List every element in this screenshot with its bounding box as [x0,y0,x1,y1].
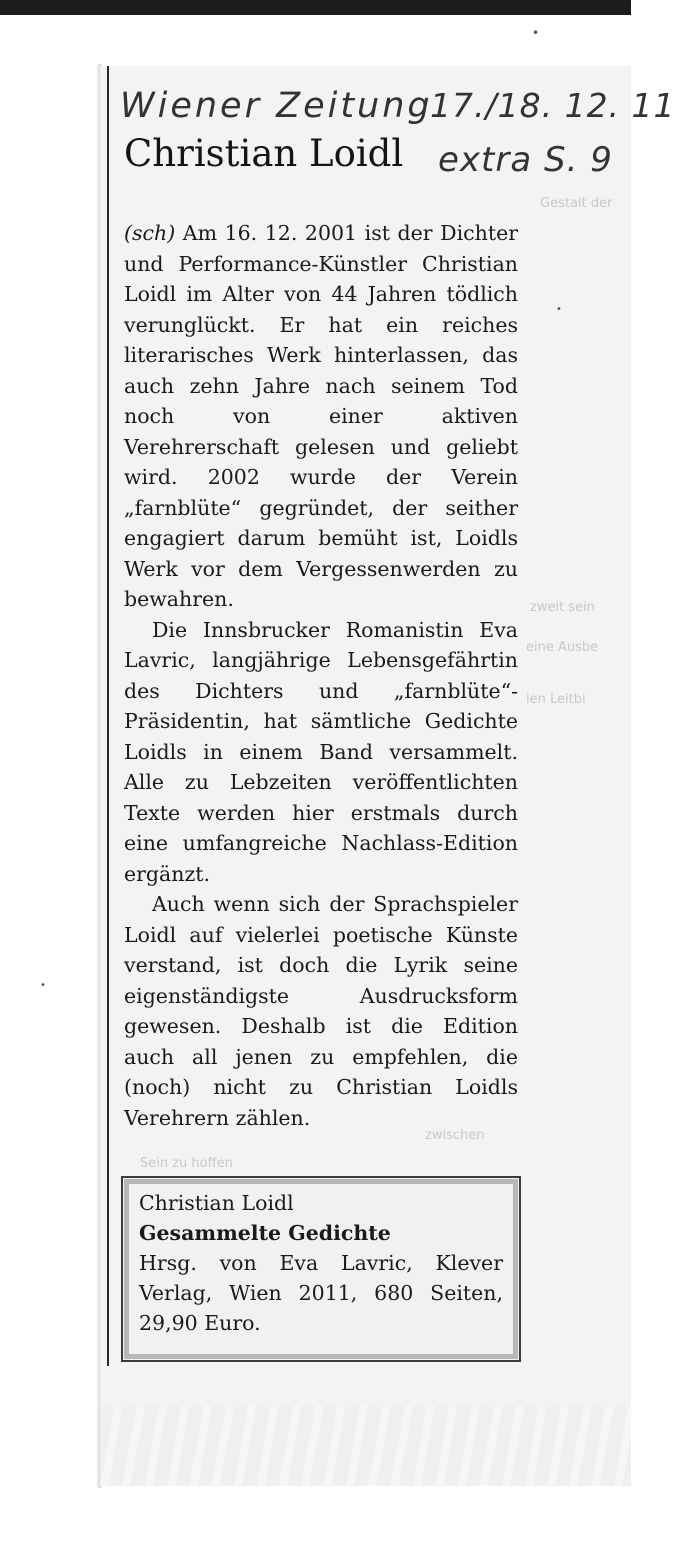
bleed-through-text: eine Ausbe [526,640,599,655]
article-paragraph [124,218,518,615]
handwritten-date: 17./18. 12. 11 [430,86,676,125]
handwritten-source: Wiener Zeitung [120,86,433,126]
article-title: Christian Loidl [124,132,404,175]
scan-speck: • [532,26,540,40]
bleed-through-text: ien Leitbi [526,692,586,707]
paragraph-text: Am 16. 12. 2001 ist der Dichter und Performance-Künstler Christian Loidl im Alter von 44 Jahren tödlich verunglückt. Er hat ein reiches literarisches Werk hinterlassen, das auch zehn Jahre nach seinem Tod noch von einer aktiven Verehrerschaft gelesen und geliebt wird. 2002 wurde der Verein „farnblüte“ gegründet, der seither engagiert darum bemüht ist, Loidls Werk vor dem Vergessenwerden zu bewahren. [124,221,518,611]
book-publisher-info: Hrsg. von Eva Lavric, Klever Verlag, Wien 2011, 680 Seiten, 29,90 Euro. [139,1251,503,1335]
article-paragraph [124,615,518,890]
scan-speck: • [556,304,562,315]
bleed-through-text: zweit sein [530,600,595,615]
article-paragraph [124,889,518,1133]
bleed-through-text: Gestalt der [540,196,613,211]
author-tag: (sch) [124,221,176,245]
bleed-through-text: zwischen [425,1128,485,1143]
scanner-top-edge [0,0,631,15]
column-rule [107,66,109,1366]
paragraph-text: Die Innsbrucker Romanistin Eva Lavric, langjährige Lebensgefährtin des Dichters und „farnblüte“-Präsidentin, hat sämtliche Gedichte Loidls in einem Band versammelt. Alle zu Lebzeiten veröffentlichten Texte werden hier erstmals durch eine umfangreiche Nachlass-Edition ergänzt. [124,617,518,886]
paragraph-text: Auch wenn sich der Sprachspieler Loidl auf vielerlei poetische Künste verstand, ist doch die Lyrik seine eigenständigste Ausdrucksform gewesen. Deshalb ist die Edition auch all jenen zu empfehlen, die (noch) nicht zu Christian Loidls Verehrern zählen. [124,892,518,1130]
scan-speck: • [40,980,46,991]
handwritten-page-note: extra S. 9 [438,140,613,180]
book-info-box [121,1176,521,1362]
torn-bottom-edge [100,1406,631,1486]
bleed-through-text: Sein zu hoffen [140,1156,233,1171]
article-body [124,218,518,1133]
book-title: Gesammelte Gedichte [139,1221,391,1245]
book-author: Christian Loidl [139,1191,294,1215]
